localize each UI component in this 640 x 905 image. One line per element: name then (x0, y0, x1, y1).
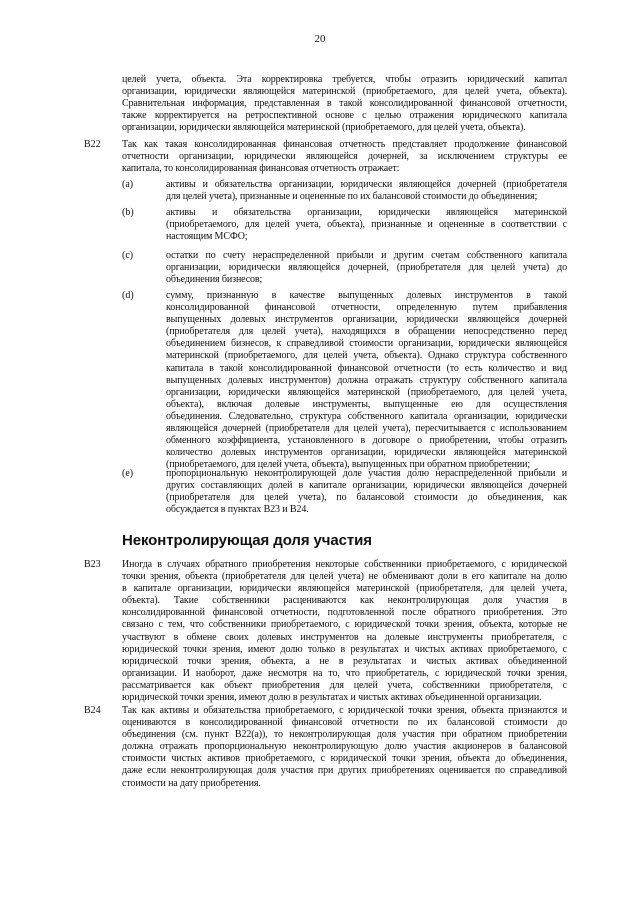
item-a-text (166, 179, 567, 203)
item-label-b: (b) (122, 207, 134, 218)
text-line: капитала в такой консолидированной финансовой отчетности (то есть количество и вид (166, 362, 567, 374)
paragraph-label-b23: В23 (84, 559, 101, 570)
section-heading: Неконтролирующая доля участия (122, 532, 372, 549)
text-line: юридической точки зрения, имеют долю в результатах и чистых активах объединенной организации. (122, 692, 542, 704)
text-line: целей учета, объекта. Эта корректировка требуется, чтобы отразить юридический капитал (122, 74, 567, 85)
text-line: объединением бизнесов, к справедливой стоимости организации, юридически являющейся (166, 338, 567, 350)
item-label-d: (d) (122, 290, 134, 301)
text-line: объединения (см. пункт В22(a)), то неконтролирующая доля участия при обратном приобретении (122, 729, 567, 741)
text-line: консолидированной финансовой отчетности, подготовленной после обратного приобретения. Это (122, 607, 567, 619)
text-line: других составляющих долей в капитале организации, юридически являющейся дочерней (166, 480, 567, 492)
text-line: организации, юридически являющейся материнской (приобретаемого, для целей учета, объекта). (122, 86, 567, 98)
item-label-e: (e) (122, 468, 134, 479)
text-line: организации. И наоборот, даже несмотря на то, что приобретатель, с юридической точки зрения, (122, 667, 567, 679)
continuation-paragraph (122, 74, 567, 134)
text-line: оцениваются в консолидированной финансовой отчетности по их балансовой стоимости до (122, 717, 567, 729)
item-d-text (166, 290, 567, 471)
text-line: рассматривается как объект приобретения для целей учета, собственники приобретателя, с (122, 679, 567, 691)
text-line: отчетности организации, юридически являющейся дочерней, за исключением структуры ее (122, 151, 567, 163)
item-e-text (166, 468, 567, 516)
item-b-text (166, 207, 567, 243)
text-line: настоящим МСФО; (166, 231, 248, 243)
text-line: юридической точки зрения, объекта, а не в результатах и чистых активах объединенной (122, 655, 567, 667)
text-line: также корректируется на ретроспективной основе с целью отражения юридического капитала (122, 110, 567, 122)
paragraph-label-b22: В22 (84, 139, 101, 150)
text-line: пропорциональную неконтролирующей доле участия долю нераспределенной прибыли и (166, 468, 567, 479)
text-line: должна отражать пропорциональную неконтролирующую долю участия акционеров в балансовой (122, 741, 567, 753)
text-line: количество долевых инструментов организации, юридически являющейся материнской (166, 447, 567, 459)
text-line: обсуждается в пунктах В23 и В24. (166, 504, 309, 516)
paragraph-label-b24: В24 (84, 705, 101, 716)
text-line: Так как активы и обязательства приобретаемого, с юридической точки зрения, объекта признаются и (122, 705, 567, 716)
text-line: объединения. Следовательно, структура собственного капитала организации, юридически (166, 410, 567, 422)
text-line: для целей учета), признанные и оцененные по их балансовой стоимости до объединения; (166, 191, 538, 203)
text-line: выпущенных долевых инструментов организации, юридически являющейся дочерней (166, 314, 567, 326)
paragraph-b23-text (122, 559, 567, 704)
text-line: юридической точки зрения, имеют долю только в результатах и чистых активах приобретаемого, с (122, 643, 567, 655)
text-line: (приобретаемого, для целей учета, объекта), выпущенных при обратном приобретении; (166, 459, 531, 471)
text-line: участвуют в обмене своих долевых инструментов на долевые инструменты приобретателя, с (122, 631, 567, 643)
text-line: в капитале организации, юридически являющейся материнской (приобретателя, для целей учета, (122, 583, 567, 595)
text-line: (приобретаемого, для целей учета, объекта), признанные и оцененные в соответствии с (166, 219, 567, 231)
text-line: сумму, признанную в качестве выпущенных долевых инструментов в такой (166, 290, 567, 301)
text-line: активы и обязательства организации, юридически являющейся дочерней (приобретателя (166, 179, 567, 190)
text-line: объекта). Такие собственники расцениваются как неконтролирующая доля участия в (122, 595, 567, 607)
text-line: Сравнительная информация, представленная в такой консолидированной финансовой отчетности, (122, 98, 567, 110)
text-line: являющейся дочерней (приобретателя для целей учета), пересчитывается с использованием (166, 423, 567, 435)
item-label-a: (a) (122, 179, 134, 190)
text-line: Так как такая консолидированная финансовая отчетность представляет продолжение финансовой (122, 139, 567, 150)
text-line: даже если неконтролирующая доля участия при других приобретениях оценивается по справедливой (122, 765, 567, 777)
text-line: капитала, то консолидированная финансовая отчетность отражает: (122, 163, 400, 175)
text-line: остатки по счету нераспределенной прибыли и другим счетам собственного капитала (166, 250, 567, 261)
text-line: стоимости чистых активов приобретаемого, с юридической точки зрения, объекта до объединения, (122, 753, 567, 765)
text-line: Иногда в случаях обратного приобретения некоторые собственники приобретаемого, с юридической (122, 559, 567, 570)
item-label-c: (c) (122, 250, 134, 261)
paragraph-b24-text (122, 705, 567, 790)
text-line: организации, юридически являющейся материнской (приобретаемого, для целей учета, объекта). (122, 122, 526, 134)
text-line: активы и обязательства организации, юридически являющейся материнской (166, 207, 567, 218)
text-line: выпущенных долевых инструментов) должна отражать структуру собственного капитала (166, 374, 567, 386)
paragraph-b22-intro (122, 139, 567, 175)
text-line: материнской (приобретаемого, для целей учета, объекта). Однако структура собственного (166, 350, 567, 362)
text-line: (приобретателя для целей учета), находящихся в обращении непосредственно перед (166, 326, 567, 338)
text-line: объединения бизнесов; (166, 274, 263, 286)
text-line: стоимости на дату приобретения. (122, 777, 261, 789)
text-line: точки зрения, объекта (приобретателя для целей учета) не обменивают доли в его капитале на долю (122, 571, 567, 583)
text-line: консолидированной финансовой отчетности, определенную путем прибавления (166, 302, 567, 314)
text-line: объекта), включая долевые инструменты, выпущенные ею для осуществления (166, 398, 567, 410)
text-line: организации, юридически являющейся дочерней, (приобретателя для целей учета) до (166, 262, 567, 274)
page-number: 20 (314, 33, 326, 45)
item-c-text (166, 250, 567, 286)
text-line: обменного коэффициента, установленного в договоре о приобретении, чтобы отразить (166, 435, 567, 447)
text-line: организации, юридически являющейся материнской (приобретаемого, для целей учета, (166, 386, 567, 398)
text-line: (приобретателя для целей учета), по балансовой стоимости до объединения, как (166, 492, 567, 504)
text-line: связано с тем, что собственники приобретаемого, с юридической точки зрения, объекта, которые не (122, 619, 567, 631)
